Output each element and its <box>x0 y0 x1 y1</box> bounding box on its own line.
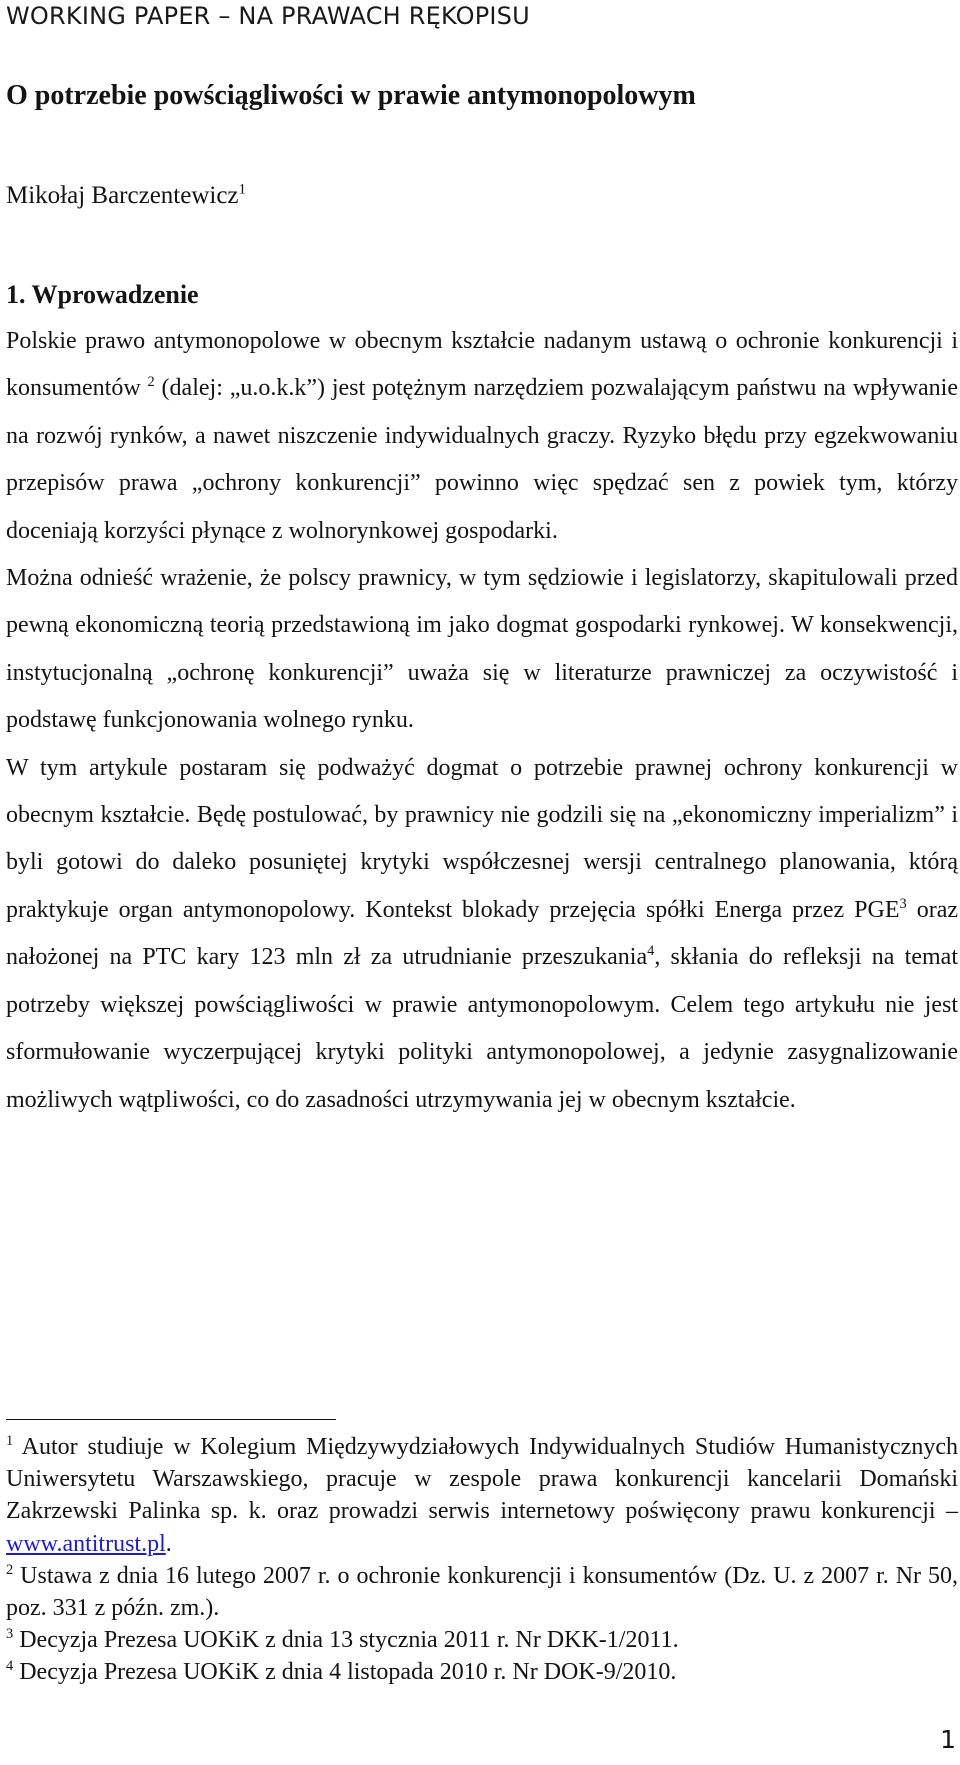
footnote-number: 4 <box>6 1658 14 1675</box>
paragraph-1-text-b: (dalej: „u.o.k.k”) jest potężnym narzędziem pozwalającym państwu na wpływanie na rozwój rynków, a nawet niszczenie indywidualnych graczy. Ryzyko błędu przy egzekwowaniu przepisów prawa „ochrony konkurencji” powinno więc spędzać sen z powiek tym, którzy doceniają korzyści płynące z wolnorynkowej gospodarki. <box>6 375 959 544</box>
footnote-number: 2 <box>6 1561 14 1578</box>
footnote-ref-1[interactable]: 1 <box>238 181 247 198</box>
footnote-3 <box>6 1624 958 1656</box>
footnote-text: Decyzja Prezesa UOKiK z dnia 4 listopada 2010 r. Nr DOK-9/2010. <box>13 1659 677 1686</box>
page-number: 1 <box>940 1725 956 1754</box>
author-name: Mikołaj Barczentewicz <box>6 182 239 209</box>
paragraph-3-text-c: , skłania do refleksji na temat potrzeby większej powściągliwości w prawie antymonopolowym. Celem tego artykułu nie jest sformułowanie wyczerpującej krytyki polityki antymonopolowej, a jedynie zasygnalizowanie możliwych wątpliwości, co do zasadności utrzymywania jej w obecnym kształcie. <box>6 944 958 1113</box>
paragraph-3 <box>6 745 958 1124</box>
running-header: WORKING PAPER – NA PRAWACH RĘKOPISU <box>6 2 530 30</box>
footnote-end: . <box>165 1530 172 1557</box>
footnote-ref-3[interactable]: 3 <box>899 895 907 912</box>
antitrust-link[interactable]: www.antitrust.pl <box>6 1530 166 1557</box>
footnote-2 <box>6 1560 958 1624</box>
author-line <box>6 182 246 210</box>
footnote-text: Ustawa z dnia 16 lutego 2007 r. o ochronie konkurencji i konsumentów (Dz. U. z 2007 r. Nr 50, poz. 331 z późn. zm.). <box>6 1562 958 1622</box>
footnote-text: Decyzja Prezesa UOKiK z dnia 13 stycznia 2011 r. Nr DKK-1/2011. <box>13 1627 679 1654</box>
section-heading: 1. Wprowadzenie <box>6 280 199 309</box>
paragraph-2: Można odnieść wrażenie, że polscy prawnicy, w tym sędziowie i legislatorzy, skapitulowali przed pewną ekonomiczną teorią przedstawioną im jako dogmat gospodarki rynkowej. W konsekwencji, instytucjonalną „ochronę konkurencji” uważa się w literaturze prawniczej za oczywistość i podstawę funkcjonowania wolnego rynku. <box>6 565 958 734</box>
body-text <box>6 318 958 1124</box>
footnote-4 <box>6 1656 958 1688</box>
footnote-number: 1 <box>6 1433 14 1449</box>
footnote-separator <box>6 1419 336 1420</box>
footnote-ref-2[interactable]: 2 <box>147 374 155 391</box>
paragraph-3-text-b: oraz nałożonej na PTC kary 123 mln zł za utrudnianie przeszukania <box>6 896 958 971</box>
footnote-ref-4[interactable]: 4 <box>647 943 655 960</box>
footnote-number: 3 <box>6 1626 14 1643</box>
footnote-1 <box>6 1431 958 1560</box>
paragraph-1-text-a: Polskie prawo antymonopolowe w obecnym kształcie nadanym ustawą o ochronie konkurencji i konsumentów <box>6 328 958 402</box>
paragraph-3-text-a: W tym artykule postaram się podważyć dogmat o potrzebie prawnej ochrony konkurencji w obecnym kształcie. Będę postulować, by prawnicy nie godzili się na „ekonomiczny imperializm” i byli gotowi do daleko posuniętej krytyki współczesnej wersji centralnego planowania, którą praktykuje organ antymonopolowy. Kontekst blokady przejęcia spółki Energa przez PGE <box>6 754 958 923</box>
paper-title: O potrzebie powściągliwości w prawie antymonopolowym <box>6 80 696 111</box>
paragraph-1 <box>6 318 958 555</box>
footnotes <box>6 1431 958 1689</box>
footnote-text: Autor studiuje w Kolegium Międzywydziałowych Indywidualnych Studiów Humanistycznych Uniwersytetu Warszawskiego, pracuje w zespole prawa konkurencji kancelarii Domański Zakrzewski Palinka sp. k. oraz prowadzi serwis internetowy poświęcony prawu konkurencji – <box>6 1434 958 1525</box>
